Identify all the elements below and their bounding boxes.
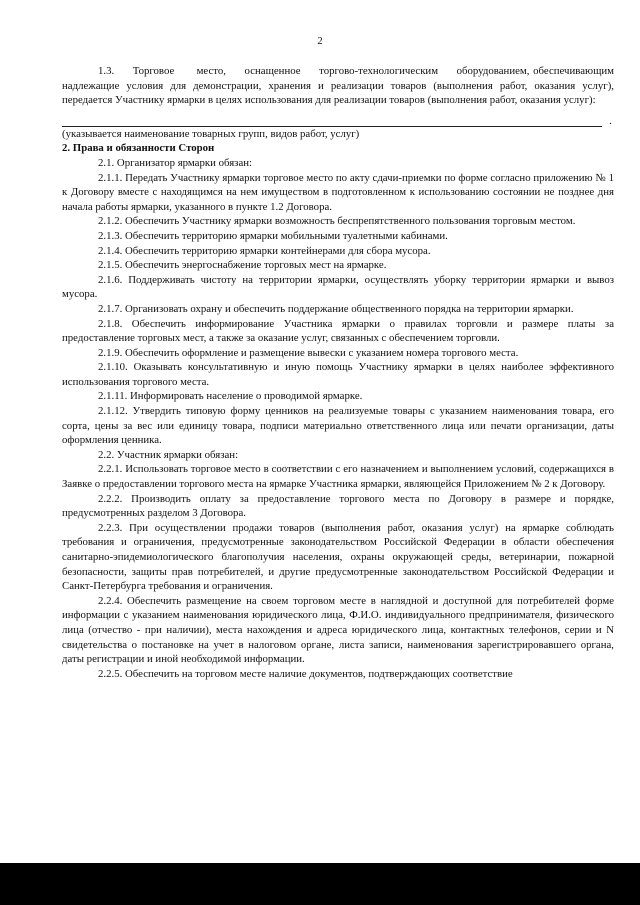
paragraph: 2.1.7. Организовать охрану и обеспечить поддержание общественного порядка на территории ярмарки. bbox=[98, 302, 574, 315]
paragraph: 2.2.4. Обеспечить размещение на своем торговом месте в наглядной и доступной для потребителей форме информации с указанием наименования юридического лица, Ф.И.О. индивидуального предпринимателя, физического лица (отчество - при наличии), места нахождения и адреса юридического лица, контактных телефонов, серии и N свидетельства о постановке на учет в налоговом органе, листа записи, наименования зарегистрировавшего органа, даты регистрации и иной необходимой информации. bbox=[62, 594, 614, 666]
paragraph: 2.1.2. Обеспечить Участнику ярмарки возможность беспрепятственного пользования торговым местом. bbox=[98, 215, 576, 228]
paragraph: 2.2.2. Производить оплату за предоставление торгового места по Договору в размере и порядке, предусмотренных разделом 3 Договора. bbox=[62, 492, 614, 520]
paragraph: 2.1.10. Оказывать консультативную и иную помощь Участнику ярмарки в целях наиболее эффективного использования торгового места. bbox=[62, 361, 614, 388]
paragraph: 2.2. Участник ярмарки обязан: bbox=[98, 448, 239, 461]
section-title: 2. Права и обязанности Сторон bbox=[62, 142, 215, 155]
fill-in-line-end: . bbox=[609, 114, 612, 127]
paragraph: 2.2.5. Обеспечить на торговом месте наличие документов, подтверждающих соответствие bbox=[98, 667, 513, 680]
paragraph: 2.1.4. Обеспечить территорию ярмарки контейнерами для сбора мусора. bbox=[98, 244, 431, 257]
paragraph: 2.2.1. Использовать торговое место в соответствии с его назначением и выполнением условий, содержащихся в Заявке о предоставлении торгового места на ярмарке Участника ярмарки, являющейся Приложением № 2 к Договору. bbox=[62, 463, 614, 491]
document-body bbox=[62, 64, 614, 681]
paragraph: 2.1.9. Обеспечить оформление и размещение вывески с указанием номера торгового места. bbox=[98, 346, 519, 359]
paragraph: 2.1.1. Передать Участнику ярмарки торговое место по акту сдачи-приемки по форме согласно приложению № 1 к Договору вместе с находящимся на нем имуществом в подготовленном к использованию состоянии не позднее дня начала работы ярмарки, указанного в пункте 1.2 Договора. bbox=[62, 171, 614, 213]
paragraph: 2.1.6. Поддерживать чистоту на территории ярмарки, осуществлять уборку территории ярмарки и вывоз мусора. bbox=[62, 273, 614, 301]
paragraph: 2.1.8. Обеспечить информирование Участника ярмарки о правилах торговли и размере платы за предоставление торговых мест, а также за оказание услуг, связанных с обеспечением торговли. bbox=[62, 317, 614, 345]
fill-in-line bbox=[62, 114, 612, 127]
paragraph: 2.1. Организатор ярмарки обязан: bbox=[98, 156, 253, 169]
paragraph: 2.1.5. Обеспечить энергоснабжение торговых мест на ярмарке. bbox=[98, 259, 387, 272]
fill-in-note: (указывается наименование товарных групп, видов работ, услуг) bbox=[62, 127, 360, 140]
paragraph: 2.1.3. Обеспечить территорию ярмарки мобильными туалетными кабинами. bbox=[98, 229, 448, 242]
paragraph: 2.1.12. Утвердить типовую форму ценников на реализуемые товары с указанием наименования товара, его сорта, цены за вес или единицу товара, подписи материально ответственного лица или печати организации, даты оформления ценника. bbox=[62, 405, 614, 447]
scan-bottom-border bbox=[0, 863, 640, 905]
page-number: 2 bbox=[317, 36, 323, 47]
paragraph: 2.1.11. Информировать население о проводимой ярмарке. bbox=[98, 390, 363, 403]
paragraph: 2.2.3. При осуществлении продажи товаров (выполнения работ, оказания услуг) на ярмарке соблюдать требования и ограничения, предусмотренные законодательством Российской Федерации в области обеспечения санитарно-эпидемиологического благополучия населения, охраны окружающей среды, ветеринарии, пожарной безопасности, защиты прав потребителей, и другие предусмотренные законодательством Российской Федерации и Санкт-Петербурга требования и ограничения. bbox=[62, 521, 614, 593]
paragraph-1-3: 1.3. Торговое место, оснащенное торгово-технологическим оборудованием, обеспечивающим надлежащие условия для демонстрации, хранения и реализации товаров (выполнения работ, оказания услуг), передается Участнику ярмарки в целях использования для реализации товаров (выполнения работ, оказания услуг): bbox=[62, 65, 614, 107]
